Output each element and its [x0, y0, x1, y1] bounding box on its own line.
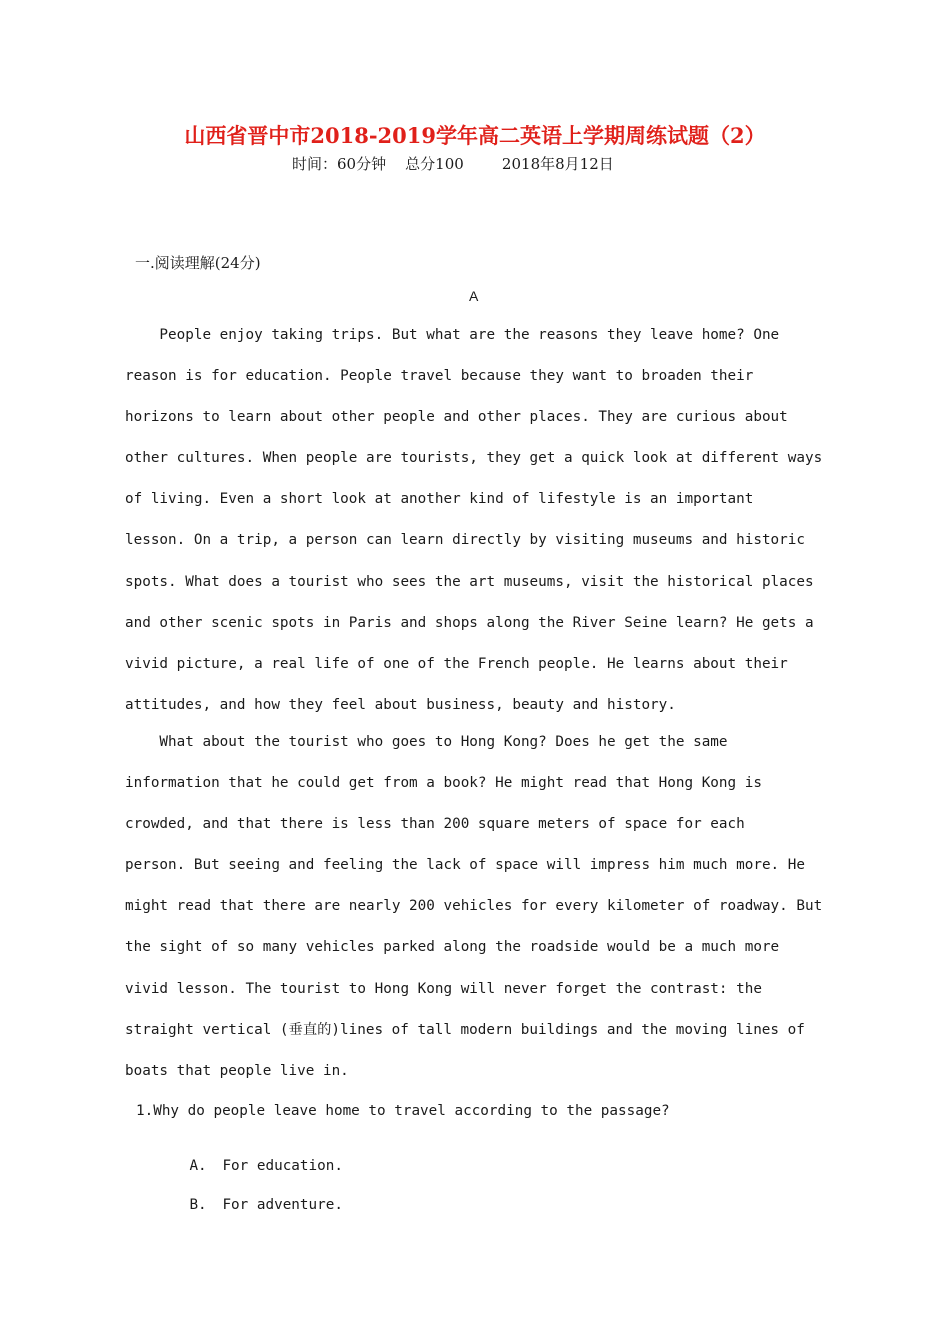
question-stem: 1.Why do people leave home to travel according to the passage? — [136, 1103, 670, 1119]
passage-line: person. But seeing and feeling the lack of space will impress him much more. He — [125, 857, 805, 873]
passage-line: vivid lesson. The tourist to Hong Kong will never forget the contrast: the — [125, 981, 762, 997]
option-letter: B. — [189, 1197, 207, 1213]
passage-line: of living. Even a short look at another kind of lifestyle is an important — [125, 491, 754, 507]
passage-line: might read that there are nearly 200 vehicles for every kilometer of roadway. But — [125, 898, 823, 914]
passage-line: spots. What does a tourist who sees the art museums, visit the historical places — [125, 574, 814, 590]
passage-line: straight vertical (垂直的)lines of tall modern buildings and the moving lines of — [125, 1022, 805, 1038]
passage-line: reason is for education. People travel because they want to broaden their — [125, 368, 754, 384]
passage-line: the sight of so many vehicles parked along the roadside would be a much more — [125, 939, 780, 955]
exam-title: 山西省晋中市2018-2019学年高二英语上学期周练试题（2） — [184, 123, 766, 148]
passage-line: information that he could get from a book? He might read that Hong Kong is — [125, 775, 762, 791]
passage-line: vivid picture, a real life of one of the French people. He learns about their — [125, 656, 788, 672]
passage-line: other cultures. When people are tourists, they get a quick look at different ways — [125, 450, 823, 466]
passage-line: People enjoy taking trips. But what are the reasons they leave home? One — [125, 327, 780, 343]
passage-line: crowded, and that there is less than 200 square meters of space for each — [125, 816, 745, 832]
passage-line: What about the tourist who goes to Hong Kong? Does he get the same — [125, 734, 728, 750]
passage-line: attitudes, and how they feel about business, beauty and history. — [125, 697, 676, 713]
option-letter: A. — [189, 1158, 207, 1174]
passage-label: A — [469, 288, 479, 304]
option-text: For adventure. — [222, 1197, 343, 1213]
passage-line: and other scenic spots in Paris and shops along the River Seine learn? He gets a — [125, 615, 814, 631]
passage-line: lesson. On a trip, a person can learn directly by visiting museums and historic — [125, 532, 805, 548]
passage-line: horizons to learn about other people and other places. They are curious about — [125, 409, 788, 425]
section-heading: 一.阅读理解(24分) — [135, 254, 261, 272]
option-text: For education. — [222, 1158, 343, 1174]
answer-option — [155, 1181, 343, 1229]
passage-line: boats that people live in. — [125, 1063, 349, 1079]
exam-meta-line: 时间：60分钟 总分100 2018年8月12日 — [292, 155, 614, 173]
